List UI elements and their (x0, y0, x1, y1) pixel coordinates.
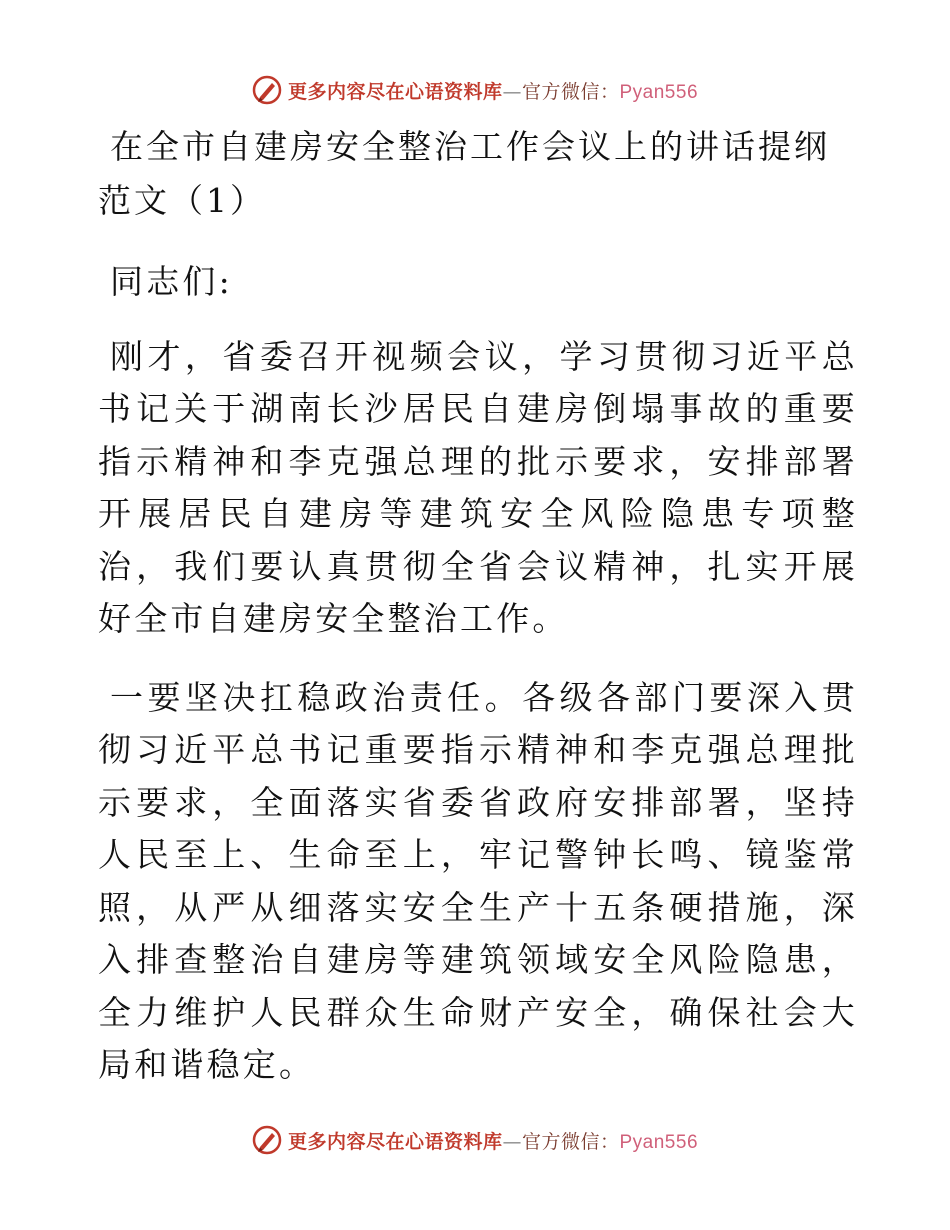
watermark-label: 官方微信： (521, 80, 620, 103)
header-watermark (0, 72, 950, 108)
pen-logo-icon (252, 1125, 282, 1155)
watermark-prefix: 更多内容尽在心语资料库 (287, 80, 503, 103)
watermark-wechat-id: Pyan556 (619, 81, 699, 103)
footer-watermark (0, 1122, 950, 1158)
watermark-label: 官方微信： (521, 1130, 620, 1153)
watermark-text (288, 1127, 698, 1154)
pen-logo-icon (252, 75, 282, 105)
watermark-text (288, 77, 698, 104)
watermark-prefix: 更多内容尽在心语资料库 (287, 1130, 503, 1153)
document-body (98, 120, 858, 1092)
paragraph-1: 刚才，省委召开视频会议，学习贯彻习近平总书记关于湖南长沙居民自建房倒塌事故的重要指示精神和李克强总理的批示要求，安排部署开展居民自建房等建筑安全风险隐患专项整治，我们要认真贯彻全省会议精神，扎实开展好全市自建房安全整治工作。 (98, 336, 858, 638)
salutation: 同志们: (110, 262, 233, 301)
document-title: 在全市自建房安全整治工作会议上的讲话提纲范文（1） (98, 127, 830, 220)
watermark-separator: — (502, 1130, 522, 1153)
watermark-wechat-id: Pyan556 (619, 1131, 699, 1153)
watermark-separator: — (502, 80, 522, 103)
paragraph-2: 一要坚决扛稳政治责任。各级各部门要深入贯彻习近平总书记重要指示精神和李克强总理批示要求，全面落实省委省政府安排部署，坚持人民至上、生命至上，牢记警钟长鸣、镜鉴常照，从严从细落实安全生产十五条硬措施，深入排查整治自建房等建筑领域安全风险隐患，全力维护人民群众生命财产安全，确保社会大局和谐稳定。 (98, 677, 858, 1084)
